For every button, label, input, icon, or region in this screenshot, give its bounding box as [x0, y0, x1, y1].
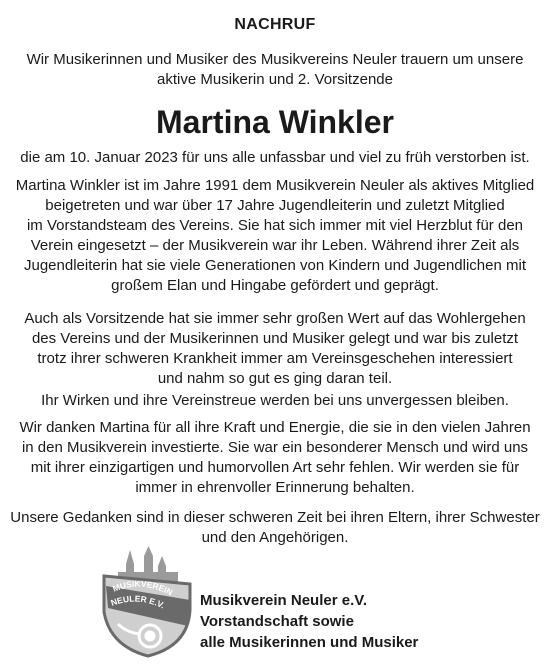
intro-line: aktive Musikerin und 2. Vorsitzende — [157, 71, 393, 88]
paragraph-line: Ihr Wirken und ihre Vereinstreue werden bei uns unvergessen bleiben. — [41, 392, 509, 409]
intro-line: Wir Musikerinnen und Musiker des Musikvereins Neuler trauern um unsere — [26, 51, 524, 68]
paragraph-chairwoman — [8, 309, 542, 389]
club-logo — [96, 546, 196, 658]
paragraph-line: Unsere Gedanken sind in dieser schweren Zeit bei ihren Eltern, ihrer Schwester — [10, 509, 540, 526]
paragraph-line: im Vorstandsteam des Vereins. Sie hat sich immer mit viel Herzblut für den — [26, 217, 524, 234]
paragraph-condolence — [8, 508, 542, 548]
paragraph-line: Wir danken Martina für all ihre Kraft und Energie, die sie in den vielen Jahren — [19, 419, 531, 436]
logo-text-line2: NEULER E.V. — [109, 593, 167, 611]
signature-line: alle Musikerinnen und Musiker — [200, 634, 419, 651]
paragraph-line: Auch als Vorsitzende hat sie immer sehr großen Wert auf das Wohlergehen — [24, 310, 526, 327]
paragraph-date — [8, 148, 542, 168]
paragraph-line: beigetreten und war über 17 Jahre Jugendleiterin und zuletzt Mitglied — [45, 197, 505, 214]
paragraph-biography — [8, 176, 542, 296]
paragraph-line: und den Angehörigen. — [201, 529, 349, 546]
paragraph-line: immer in ehrenvoller Erinnerung behalten. — [135, 479, 415, 496]
signature-line: Vorstandschaft sowie — [200, 613, 354, 630]
logo-text-line1: MUSIKVEREIN — [111, 578, 175, 598]
deceased-name: Martina Winkler — [156, 104, 394, 140]
paragraph-line: Martina Winkler ist im Jahre 1991 dem Musikverein Neuler als aktives Mitglied — [15, 177, 535, 194]
signature-block — [200, 590, 418, 653]
church-silhouette-icon — [118, 546, 178, 582]
paragraph-line: trotz ihrer schweren Krankheit immer am Vereinsgeschehen interessiert — [37, 350, 513, 367]
intro-text — [8, 50, 542, 90]
paragraph-line: mit ihrer einzigartigen und humorvollen Art sehr fehlen. Wir werden sie für — [30, 459, 520, 476]
paragraph-line: und nahm so gut es ging daran teil. — [157, 370, 393, 387]
paragraph-line: Verein eingesetzt – der Musikverein war ihr Leben. Während ihrer Zeit als — [30, 237, 520, 254]
paragraph-legacy — [8, 391, 542, 411]
notice-heading: NACHRUF — [234, 16, 316, 33]
paragraph-line: die am 10. Januar 2023 für uns alle unfassbar und viel zu früh verstorben ist. — [20, 149, 530, 166]
paragraph-line: des Vereins und der Musikerinnen und Musiker gelegt und war bis zuletzt — [31, 330, 519, 347]
paragraph-thanks — [8, 418, 542, 498]
paragraph-line: in den Musikverein investierte. Sie war ein besonderer Mensch und wird uns — [21, 439, 529, 456]
paragraph-line: Jugendleiterin hat sie viele Generationen von Kindern und Jugendlichen mit — [24, 257, 526, 274]
signature-line: Musikverein Neuler e.V. — [200, 592, 368, 609]
obituary-notice — [8, 6, 542, 660]
paragraph-line: großem Elan und Hingabe gefördert und geprägt. — [111, 277, 439, 294]
